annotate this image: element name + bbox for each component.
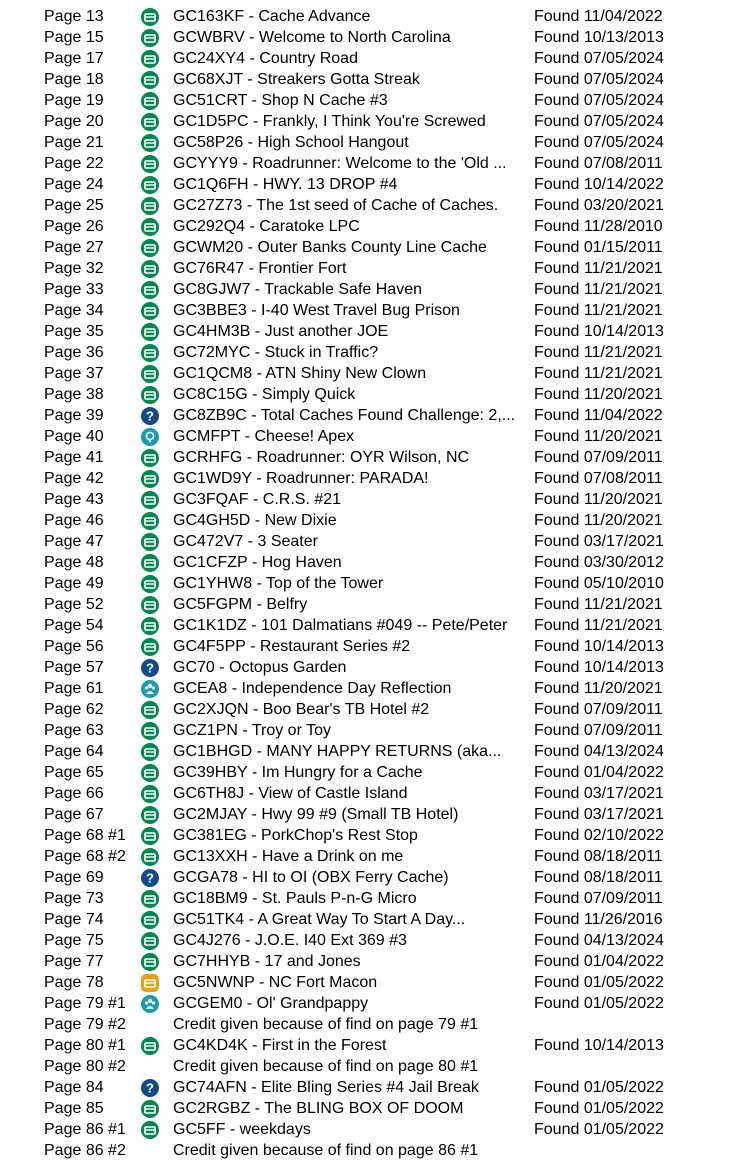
cache-link[interactable]: GC58P26 - High School Hangout	[173, 134, 409, 151]
page-number: Page 54	[44, 617, 104, 634]
found-date: Found 01/05/2022	[534, 1121, 664, 1138]
page-number: Page 24	[44, 176, 104, 193]
found-date: Found 03/17/2021	[534, 533, 664, 550]
found-date: Found 10/14/2013	[534, 323, 664, 340]
cache-link[interactable]: GC13XXH - Have a Drink on me	[173, 848, 404, 865]
list-item	[0, 1140, 750, 1161]
page-number: Page 86 #2	[44, 1142, 126, 1159]
traditional-cache-icon	[141, 218, 159, 236]
page-number: Page 39	[44, 407, 104, 424]
cache-link: Credit given because of find on page 80 #1	[173, 1058, 479, 1075]
svg-text:?: ?	[146, 870, 154, 886]
cache-link[interactable]: GC8C15G - Simply Quick	[173, 386, 356, 403]
found-date: Found 11/21/2021	[534, 260, 663, 277]
list-item	[0, 951, 750, 972]
traditional-cache-icon	[141, 449, 159, 467]
list-item	[0, 1014, 750, 1035]
found-date: Found 11/21/2021	[534, 344, 663, 361]
page-number: Page 80 #2	[44, 1058, 126, 1075]
found-date: Found 02/10/2022	[534, 827, 664, 844]
page-number: Page 86 #1	[44, 1121, 126, 1138]
cache-link[interactable]: GC8ZB9C - Total Caches Found Challenge: 2,...	[173, 407, 516, 424]
page-number: Page 85	[44, 1100, 104, 1117]
cache-link[interactable]: GC2MJAY - Hwy 99 #9 (Small TB Hotel)	[173, 806, 459, 823]
list-item	[0, 657, 750, 678]
page-number: Page 40	[44, 428, 104, 445]
earthcache-icon	[141, 974, 159, 992]
list-item	[0, 174, 750, 195]
traditional-cache-icon	[141, 785, 159, 803]
svg-text:?: ?	[146, 660, 154, 676]
traditional-cache-icon	[141, 155, 159, 173]
list-item	[0, 615, 750, 636]
page-number: Page 75	[44, 932, 104, 949]
traditional-cache-icon	[141, 50, 159, 68]
traditional-cache-icon	[141, 911, 159, 929]
list-item	[0, 1077, 750, 1098]
list-item	[0, 1035, 750, 1056]
list-item	[0, 741, 750, 762]
found-date: Found 07/09/2011	[534, 449, 663, 466]
found-date: Found 11/28/2010	[534, 218, 663, 235]
list-item	[0, 510, 750, 531]
found-date: Found 10/14/2022	[534, 176, 664, 193]
cache-link[interactable]: GC1CFZP - Hog Haven	[173, 554, 342, 571]
page-number: Page 33	[44, 281, 104, 298]
list-item	[0, 195, 750, 216]
traditional-cache-icon	[141, 8, 159, 26]
traditional-cache-icon	[141, 260, 159, 278]
page-number: Page 67	[44, 806, 104, 823]
page-number: Page 42	[44, 470, 104, 487]
page-number: Page 35	[44, 323, 104, 340]
found-date: Found 03/30/2012	[534, 554, 664, 571]
traditional-cache-icon	[141, 743, 159, 761]
traditional-cache-icon	[141, 596, 159, 614]
found-date: Found 07/05/2024	[534, 50, 664, 67]
svg-text:?: ?	[146, 408, 154, 424]
list-item	[0, 258, 750, 279]
cache-link[interactable]: GCYYY9 - Roadrunner: Welcome to the 'Old ...	[173, 155, 507, 172]
found-date: Found 07/05/2024	[534, 92, 664, 109]
found-date: Found 10/14/2013	[534, 638, 664, 655]
cache-link[interactable]: GC163KF - Cache Advance	[173, 8, 371, 25]
page-number: Page 37	[44, 365, 104, 382]
list-item	[0, 594, 750, 615]
found-date: Found 04/13/2024	[534, 932, 664, 949]
found-date: Found 10/13/2013	[534, 29, 664, 46]
page-number: Page 73	[44, 890, 104, 907]
list-item	[0, 153, 750, 174]
page-number: Page 52	[44, 596, 104, 613]
cache-link[interactable]: GCWBRV - Welcome to North Carolina	[173, 29, 451, 46]
list-item	[0, 6, 750, 27]
page-number: Page 77	[44, 953, 104, 970]
traditional-cache-icon	[141, 176, 159, 194]
mystery-cache-icon	[141, 407, 159, 425]
traditional-cache-icon	[141, 701, 159, 719]
cache-link[interactable]: GC381EG - PorkChop's Rest Stop	[173, 827, 418, 844]
virtual-cache-icon	[141, 428, 159, 446]
list-item	[0, 573, 750, 594]
page-number: Page 74	[44, 911, 104, 928]
cache-link[interactable]: GC51CRT - Shop N Cache #3	[173, 92, 388, 109]
list-item	[0, 111, 750, 132]
traditional-cache-icon	[141, 281, 159, 299]
page-number: Page 36	[44, 344, 104, 361]
found-date: Found 10/14/2013	[534, 1037, 664, 1054]
page-number: Page 79 #2	[44, 1016, 126, 1033]
list-item	[0, 825, 750, 846]
list-item	[0, 552, 750, 573]
found-date: Found 01/04/2022	[534, 953, 664, 970]
list-item	[0, 132, 750, 153]
list-item	[0, 846, 750, 867]
found-date: Found 01/04/2022	[534, 764, 664, 781]
found-date: Found 08/18/2011	[534, 848, 663, 865]
traditional-cache-icon	[141, 29, 159, 47]
found-date: Found 01/05/2022	[534, 974, 664, 991]
cache-link[interactable]: GC39HBY - Im Hungry for a Cache	[173, 764, 423, 781]
cache-link[interactable]: GCRHFG - Roadrunner: OYR Wilson, NC	[173, 449, 470, 466]
found-date: Found 01/15/2011	[534, 239, 663, 256]
cache-link[interactable]: GC5NWNP - NC Fort Macon	[173, 974, 378, 991]
page-number: Page 46	[44, 512, 104, 529]
traditional-cache-icon	[141, 197, 159, 215]
page-number: Page 43	[44, 491, 104, 508]
page-number: Page 68 #2	[44, 848, 126, 865]
page-number: Page 79 #1	[44, 995, 126, 1012]
found-date: Found 07/09/2011	[534, 890, 663, 907]
list-item	[0, 237, 750, 258]
cache-link[interactable]: GCEA8 - Independence Day Reflection	[173, 680, 452, 697]
traditional-cache-icon	[141, 1121, 159, 1139]
found-date: Found 03/17/2021	[534, 806, 664, 823]
cache-link[interactable]: GC4F5PP - Restaurant Series #2	[173, 638, 411, 655]
page-number: Page 48	[44, 554, 104, 571]
list-item	[0, 363, 750, 384]
found-date: Found 01/05/2022	[534, 995, 664, 1012]
found-date: Found 11/04/2022	[534, 8, 663, 25]
page-number: Page 84	[44, 1079, 104, 1096]
traditional-cache-icon	[141, 323, 159, 341]
page-number: Page 63	[44, 722, 104, 739]
found-date: Found 07/08/2011	[534, 470, 663, 487]
list-item	[0, 678, 750, 699]
cache-link[interactable]: GC4J276 - J.O.E. I40 Ext 369 #3	[173, 932, 407, 949]
traditional-cache-icon	[141, 554, 159, 572]
traditional-cache-icon	[141, 722, 159, 740]
cache-link[interactable]: GC4HM3B - Just another JOE	[173, 323, 389, 340]
cache-link[interactable]: GC70 - Octopus Garden	[173, 659, 347, 676]
list-item	[0, 888, 750, 909]
found-date: Found 11/21/2021	[534, 596, 663, 613]
cache-link[interactable]: GC6TH8J - View of Castle Island	[173, 785, 408, 802]
page-number: Page 69	[44, 869, 104, 886]
cache-link[interactable]: GC72MYC - Stuck in Traffic?	[173, 344, 379, 361]
list-item	[0, 1098, 750, 1119]
found-date: Found 07/09/2011	[534, 701, 663, 718]
cache-link[interactable]: GC3FQAF - C.R.S. #21	[173, 491, 342, 508]
found-date: Found 10/14/2013	[534, 659, 664, 676]
page-number: Page 80 #1	[44, 1037, 126, 1054]
cache-link[interactable]: GC2XJQN - Boo Bear's TB Hotel #2	[173, 701, 430, 718]
cache-link[interactable]: GC292Q4 - Caratoke LPC	[173, 218, 360, 235]
list-item	[0, 69, 750, 90]
traditional-cache-icon	[141, 512, 159, 530]
list-item	[0, 468, 750, 489]
page-number: Page 27	[44, 239, 104, 256]
cache-link[interactable]: GCGEM0 - Ol' Grandpappy	[173, 995, 369, 1012]
traditional-cache-icon	[141, 491, 159, 509]
cache-link[interactable]: GC74AFN - Elite Bling Series #4 Jail Break	[173, 1079, 479, 1096]
cache-link[interactable]: GC1Q6FH - HWY. 13 DROP #4	[173, 176, 398, 193]
page-number: Page 78	[44, 974, 104, 991]
cache-link[interactable]: GC76R47 - Frontier Fort	[173, 260, 347, 277]
page-number: Page 61	[44, 680, 104, 697]
found-date: Found 07/05/2024	[534, 71, 664, 88]
page-number: Page 49	[44, 575, 104, 592]
traditional-cache-icon	[141, 932, 159, 950]
cache-link[interactable]: GC68XJT - Streakers Gotta Streak	[173, 71, 420, 88]
traditional-cache-icon	[141, 638, 159, 656]
found-date: Found 05/10/2010	[534, 575, 664, 592]
traditional-cache-icon	[141, 827, 159, 845]
found-date: Found 11/04/2022	[534, 407, 663, 424]
list-item	[0, 762, 750, 783]
found-date: Found 03/17/2021	[534, 785, 664, 802]
page-number: Page 65	[44, 764, 104, 781]
page-number: Page 57	[44, 659, 104, 676]
page-number: Page 32	[44, 260, 104, 277]
mystery-cache-icon	[141, 659, 159, 677]
list-item	[0, 90, 750, 111]
page-number: Page 62	[44, 701, 104, 718]
cache-link[interactable]: GC1WD9Y - Roadrunner: PARADA!	[173, 470, 429, 487]
cache-link[interactable]: GC51TK4 - A Great Way To Start A Day...	[173, 911, 466, 928]
found-date: Found 11/20/2021	[534, 512, 663, 529]
list-item	[0, 405, 750, 426]
page-number: Page 34	[44, 302, 104, 319]
page-number: Page 15	[44, 29, 104, 46]
traditional-cache-icon	[141, 806, 159, 824]
list-item	[0, 930, 750, 951]
found-date: Found 07/05/2024	[534, 134, 664, 151]
cache-link: Credit given because of find on page 79 #1	[173, 1016, 479, 1033]
page-number: Page 17	[44, 50, 104, 67]
list-item	[0, 48, 750, 69]
found-date: Found 11/21/2021	[534, 302, 663, 319]
page-number: Page 66	[44, 785, 104, 802]
traditional-cache-icon	[141, 92, 159, 110]
page-number: Page 41	[44, 449, 104, 466]
traditional-cache-icon	[141, 1037, 159, 1055]
list-item	[0, 321, 750, 342]
cache-link[interactable]: GC5FGPM - Belfry	[173, 596, 308, 613]
cache-link[interactable]: GC2RGBZ - The BLING BOX OF DOOM	[173, 1100, 464, 1117]
cache-link[interactable]: GC8GJW7 - Trackable Safe Haven	[173, 281, 422, 298]
traditional-cache-icon	[141, 848, 159, 866]
cache-link[interactable]: GC1K1DZ - 101 Dalmatians #049 -- Pete/Peter	[173, 617, 508, 634]
page-number: Page 20	[44, 113, 104, 130]
found-date: Found 01/05/2022	[534, 1100, 664, 1117]
list-item	[0, 972, 750, 993]
cache-link[interactable]: GC7HHYB - 17 and Jones	[173, 953, 361, 970]
found-date: Found 04/13/2024	[534, 743, 664, 760]
traditional-cache-icon	[141, 71, 159, 89]
list-item	[0, 426, 750, 447]
list-item	[0, 489, 750, 510]
cache-link[interactable]: GC1D5PC - Frankly, I Think You're Screwed	[173, 113, 486, 130]
found-date: Found 11/20/2021	[534, 680, 663, 697]
list-item	[0, 720, 750, 741]
event-cache-icon	[141, 680, 159, 698]
list-item	[0, 636, 750, 657]
cache-link[interactable]: GC472V7 - 3 Seater	[173, 533, 318, 550]
found-date: Found 11/26/2016	[534, 911, 663, 928]
list-item	[0, 804, 750, 825]
traditional-cache-icon	[141, 344, 159, 362]
traditional-cache-icon	[141, 239, 159, 257]
traditional-cache-icon	[141, 890, 159, 908]
found-date: Found 11/20/2021	[534, 428, 663, 445]
list-item	[0, 783, 750, 804]
traditional-cache-icon	[141, 470, 159, 488]
list-item	[0, 531, 750, 552]
list-item	[0, 27, 750, 48]
found-date: Found 11/21/2021	[534, 281, 663, 298]
page-number: Page 22	[44, 155, 104, 172]
list-item	[0, 1119, 750, 1140]
traditional-cache-icon	[141, 134, 159, 152]
found-date: Found 07/09/2011	[534, 722, 663, 739]
traditional-cache-icon	[141, 953, 159, 971]
page-number: Page 47	[44, 533, 104, 550]
list-item	[0, 447, 750, 468]
cache-link[interactable]: GC5FF - weekdays	[173, 1121, 311, 1138]
page-number: Page 25	[44, 197, 104, 214]
cache-link[interactable]: GCZ1PN - Troy or Toy	[173, 722, 331, 739]
list-item	[0, 867, 750, 888]
page-number: Page 68 #1	[44, 827, 126, 844]
cache-link[interactable]: GC24XY4 - Country Road	[173, 50, 358, 67]
cache-link[interactable]: GC18BM9 - St. Pauls P-n-G Micro	[173, 890, 417, 907]
found-date: Found 11/21/2021	[534, 365, 663, 382]
cache-link[interactable]: GC1QCM8 - ATN Shiny New Clown	[173, 365, 427, 382]
list-item	[0, 342, 750, 363]
cache-link[interactable]: GC4KD4K - First in the Forest	[173, 1037, 387, 1054]
page-number: Page 26	[44, 218, 104, 235]
cache-link[interactable]: GCGA78 - HI to OI (OBX Ferry Cache)	[173, 869, 449, 886]
cache-link[interactable]: GC4GH5D - New Dixie	[173, 512, 337, 529]
page-number: Page 19	[44, 92, 104, 109]
found-date: Found 11/20/2021	[534, 386, 663, 403]
list-item	[0, 993, 750, 1014]
traditional-cache-icon	[141, 365, 159, 383]
page-number: Page 38	[44, 386, 104, 403]
list-item	[0, 909, 750, 930]
found-date: Found 07/05/2024	[534, 113, 664, 130]
cache-link: Credit given because of find on page 86 #1	[173, 1142, 479, 1159]
traditional-cache-icon	[141, 1100, 159, 1118]
found-date: Found 01/05/2022	[534, 1079, 664, 1096]
list-item	[0, 300, 750, 321]
traditional-cache-icon	[141, 617, 159, 635]
traditional-cache-icon	[141, 575, 159, 593]
traditional-cache-icon	[141, 533, 159, 551]
page-number: Page 18	[44, 71, 104, 88]
traditional-cache-icon	[141, 113, 159, 131]
cache-link[interactable]: GC1YHW8 - Top of the Tower	[173, 575, 384, 592]
cache-link[interactable]: GCWM20 - Outer Banks County Line Cache	[173, 239, 487, 256]
found-caches-list	[0, 6, 750, 1161]
found-date: Found 11/21/2021	[534, 617, 663, 634]
cache-link[interactable]: GCMFPT - Cheese! Apex	[173, 428, 355, 445]
traditional-cache-icon	[141, 764, 159, 782]
mystery-cache-icon	[141, 1079, 159, 1097]
found-date: Found 03/20/2021	[534, 197, 664, 214]
page-number: Page 13	[44, 8, 104, 25]
cache-link[interactable]: GC3BBE3 - I-40 West Travel Bug Prison	[173, 302, 460, 319]
cache-link[interactable]: GC1BHGD - MANY HAPPY RETURNS (aka...	[173, 743, 502, 760]
list-item	[0, 279, 750, 300]
list-item	[0, 216, 750, 237]
event-cache-icon	[141, 995, 159, 1013]
page-number: Page 64	[44, 743, 104, 760]
found-date: Found 11/20/2021	[534, 491, 663, 508]
page-number: Page 56	[44, 638, 104, 655]
found-date: Found 07/08/2011	[534, 155, 663, 172]
cache-link[interactable]: GC27Z73 - The 1st seed of Cache of Caches.	[173, 197, 499, 214]
traditional-cache-icon	[141, 386, 159, 404]
traditional-cache-icon	[141, 302, 159, 320]
list-item	[0, 1056, 750, 1077]
page-number: Page 21	[44, 134, 104, 151]
found-date: Found 08/18/2011	[534, 869, 663, 886]
svg-text:?: ?	[146, 1080, 154, 1096]
list-item	[0, 699, 750, 720]
list-item	[0, 384, 750, 405]
mystery-cache-icon	[141, 869, 159, 887]
